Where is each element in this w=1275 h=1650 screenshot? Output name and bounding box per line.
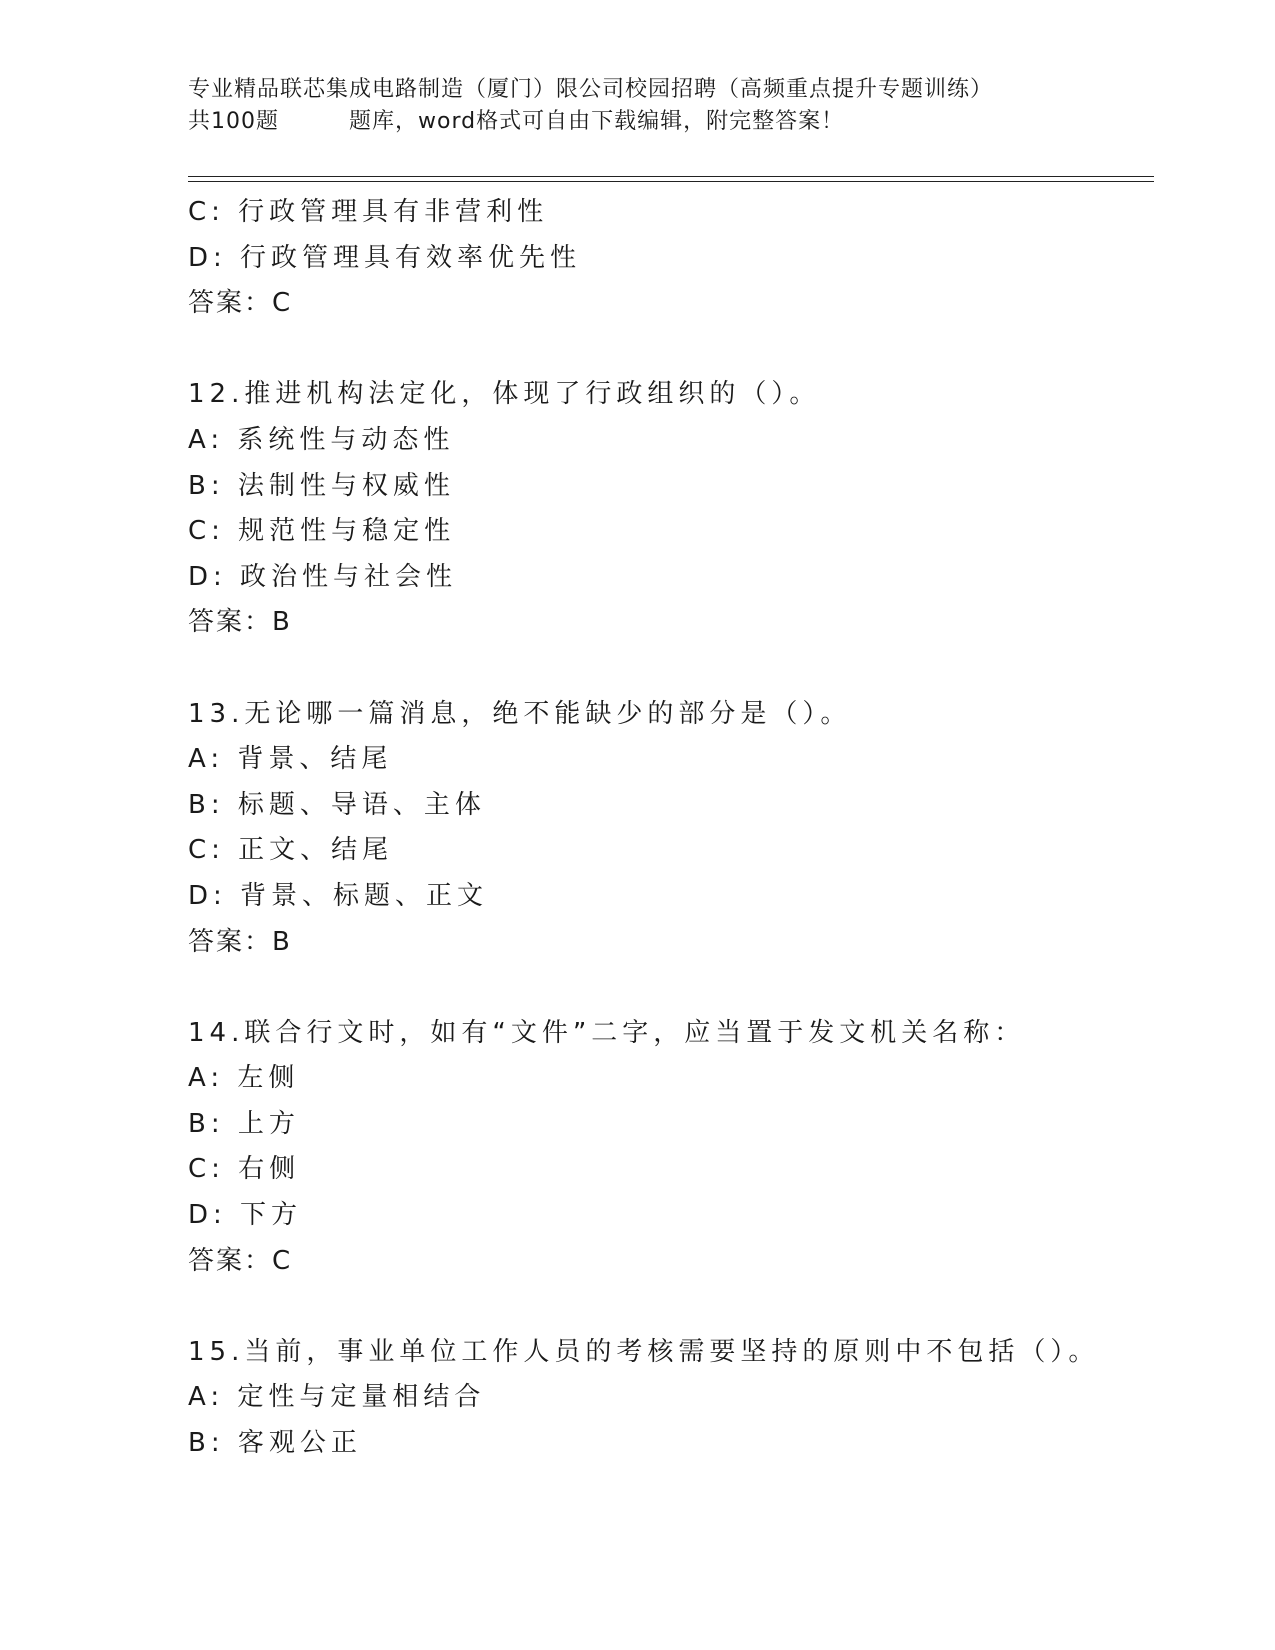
question-count: 共100题 — [188, 109, 279, 134]
blank-line — [188, 646, 1154, 692]
option-line: D: 政治性与社会性 — [188, 561, 458, 592]
document-header — [188, 74, 1148, 138]
option-line: B: 法制性与权威性 — [188, 470, 455, 501]
header-subtitle — [188, 106, 1148, 138]
option-line: D: 行政管理具有效率优先性 — [188, 242, 582, 273]
answer-line: 答案：C — [188, 288, 293, 319]
question-text: 12.推进机构法定化，体现了行政组织的（）。 — [188, 379, 821, 410]
blank-line — [188, 1284, 1154, 1330]
option-line: B: 上方 — [188, 1108, 300, 1139]
option-line: B: 客观公正 — [188, 1428, 362, 1459]
option-line: C: 行政管理具有非营利性 — [188, 197, 549, 227]
header-divider — [188, 176, 1154, 182]
question-text: 15.当前，事业单位工作人员的考核需要坚持的原则中不包括（）。 — [188, 1336, 1100, 1367]
option-line: D: 背景、标题、正文 — [188, 880, 489, 911]
option-line: C: 规范性与稳定性 — [188, 516, 456, 547]
header-title: 专业精品联芯集成电路制造（厦门）限公司校园招聘（高频重点提升专题训练） — [188, 77, 994, 102]
option-line: C: 右侧 — [188, 1154, 301, 1185]
question-list — [188, 190, 1154, 1467]
option-line: A: 左侧 — [188, 1063, 300, 1094]
blank-line — [188, 327, 1154, 373]
blank-line — [188, 965, 1154, 1011]
option-line: A: 定性与定量相结合 — [188, 1382, 486, 1413]
answer-line: 答案：C — [188, 1245, 293, 1276]
question-text: 14.联合行文时，如有“文件”二字，应当置于发文机关名称： — [188, 1017, 1026, 1048]
option-line: A: 背景、结尾 — [188, 744, 393, 775]
option-line: D: 下方 — [188, 1200, 303, 1231]
option-line: A: 系统性与动态性 — [188, 424, 455, 455]
answer-line: 答案：B — [188, 607, 292, 638]
answer-line: 答案：B — [188, 926, 292, 957]
question-text: 13.无论哪一篇消息，绝不能缺少的部分是（）。 — [188, 698, 852, 729]
option-line: C: 正文、结尾 — [188, 835, 394, 866]
option-line: B: 标题、导语、主体 — [188, 789, 486, 820]
header-note: 题库，word格式可自由下载编辑，附完整答案！ — [349, 109, 845, 134]
